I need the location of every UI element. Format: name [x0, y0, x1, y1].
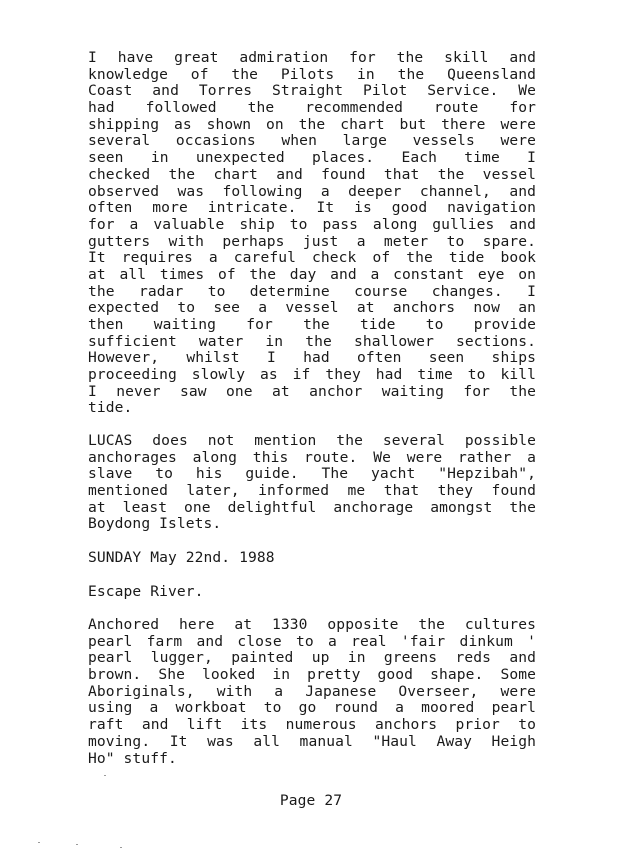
- date-heading: SUNDAY May 22nd. 1988: [88, 549, 275, 566]
- text-line: tide.: [88, 399, 133, 417]
- text-line: I have great admiration for the skill and: [88, 49, 536, 66]
- text-line: slave to his guide. The yacht "Hepzibah",: [88, 465, 536, 483]
- text-line: seen in unexpected places. Each time I: [88, 149, 536, 167]
- text-line: sufficient water in the shallower sections.: [88, 332, 536, 350]
- text-line: checked the chart and found that the vessel: [88, 165, 536, 183]
- paragraph-lucas: [88, 433, 536, 533]
- text-line: gutters with perhaps just a meter to spare.: [88, 232, 536, 250]
- paragraph-escape-river: [88, 617, 536, 767]
- text-line: Ho" stuff.: [88, 749, 177, 767]
- text-line: several occasions when large vessels were: [88, 132, 536, 150]
- text-line: Boydong Islets.: [88, 515, 222, 533]
- text-line: mentioned later, informed me that they found: [88, 482, 536, 500]
- text-line: using a workboat to go round a moored pearl: [88, 699, 536, 717]
- text-line: shipping as shown on the chart but there were: [88, 115, 536, 133]
- text-line: However, whilst I had often seen ships: [88, 349, 536, 367]
- text-line: pearl lugger, painted up in greens reds and: [88, 649, 536, 667]
- text-line: pearl farm and close to a real 'fair dinkum ': [88, 632, 536, 650]
- text-line: the radar to determine course changes. I: [88, 282, 536, 300]
- text-line: proceeding slowly as if they had time to kill: [88, 366, 536, 384]
- text-line: moving. It was all manual "Haul Away Heigh: [88, 732, 536, 750]
- scan-speck: [104, 775, 106, 776]
- scan-speck: [120, 847, 122, 848]
- location-heading: Escape River.: [88, 583, 204, 600]
- scan-speck: [76, 844, 78, 845]
- paragraph-pilots: [88, 50, 536, 417]
- text-line: often more intricate. It is good navigation: [88, 199, 536, 217]
- page-number: Page 27: [279, 792, 343, 809]
- text-line: at least one delightful anchorage amongst the: [88, 498, 536, 516]
- text-line: at all times of the day and a constant eye on: [88, 265, 536, 283]
- text-line: then waiting for the tide to provide: [88, 316, 536, 333]
- text-line: It requires a careful check of the tide book: [88, 249, 536, 267]
- text-line: observed was following a deeper channel, and: [88, 182, 536, 200]
- text-line: knowledge of the Pilots in the Queensland: [88, 65, 536, 83]
- text-line: LUCAS does not mention the several possible: [88, 432, 536, 449]
- text-line: had followed the recommended route for: [88, 99, 536, 117]
- text-line: I never saw one at anchor waiting for the: [88, 382, 536, 400]
- text-line: for a valuable ship to pass along gullies and: [88, 215, 536, 233]
- text-line: brown. She looked in pretty good shape. Some: [88, 666, 536, 684]
- text-line: expected to see a vessel at anchors now an: [88, 299, 536, 317]
- scan-speck: [38, 842, 40, 843]
- text-line: anchorages along this route. We were rather a: [88, 448, 536, 466]
- text-line: Coast and Torres Straight Pilot Service. We: [88, 82, 536, 100]
- text-line: Aboriginals, with a Japanese Overseer, were: [88, 682, 536, 700]
- text-line: raft and lift its numerous anchors prior to: [88, 716, 536, 734]
- text-line: Anchored here at 1330 opposite the cultures: [88, 616, 536, 633]
